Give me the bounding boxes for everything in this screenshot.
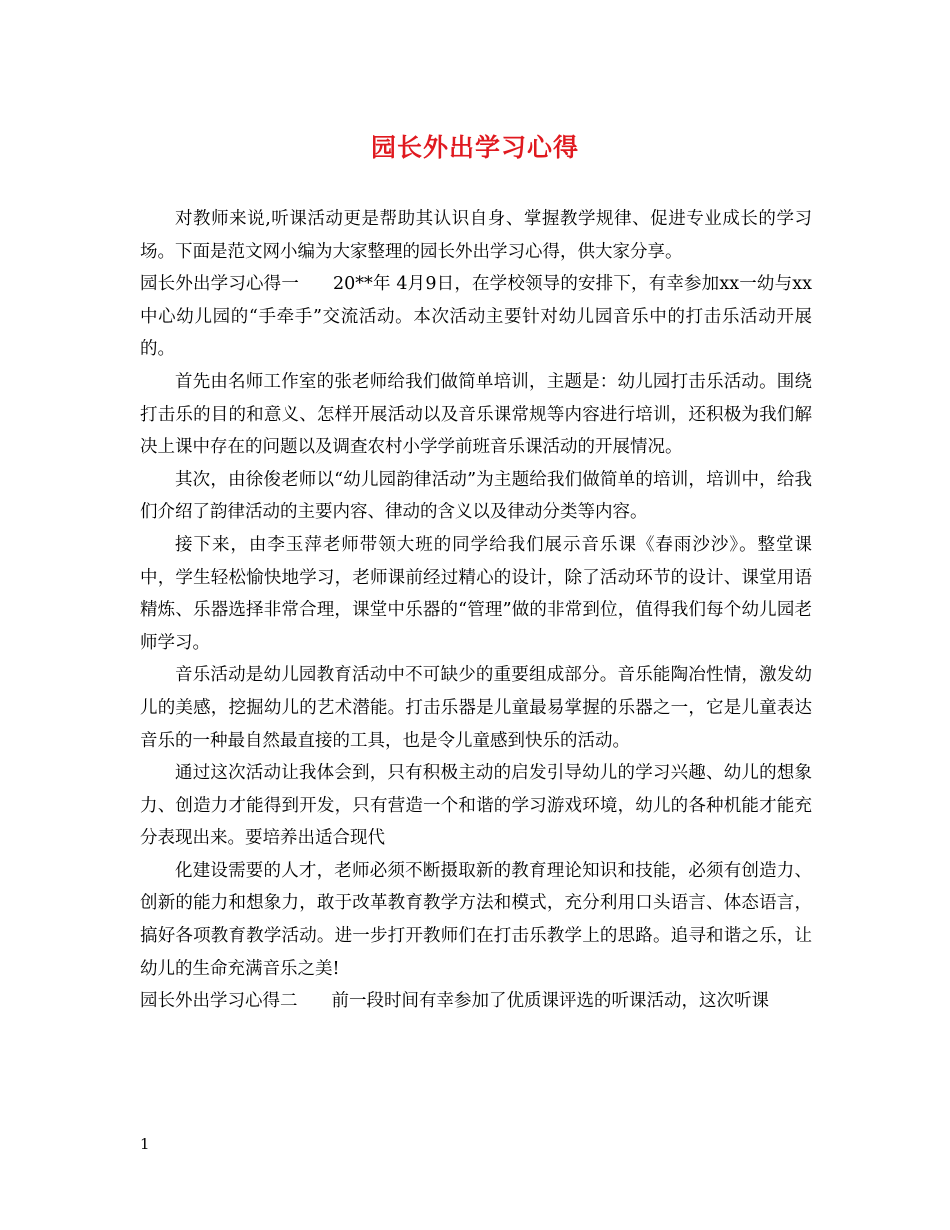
body-paragraph: 首先由名师工作室的张老师给我们做简单培训，主题是：幼儿园打击乐活动。围绕打击乐的目的和意义、怎样开展活动以及音乐课常规等内容进行培训，还积极为我们解决上课中存在的问题以及调查农村小学学前班音乐课活动的开展情况。 [140, 371, 812, 458]
body-paragraph: 通过这次活动让我体会到，只有积极主动的启发引导幼儿的学习兴趣、幼儿的想象力、创造力才能得到开发，只有营造一个和谐的学习游戏环境，幼儿的各种机能才能充分表现出来。要培养出适合现代 [140, 763, 812, 849]
section-one-paragraph [140, 268, 812, 366]
body-paragraph: 其次，由徐俊老师以“幼儿园韵律活动”为主题给我们做简单的培训，培训中，给我们介绍了韵律活动的主要内容、律动的含义以及律动分类等内容。 [140, 469, 812, 523]
document-title: 园长外出学习心得 [370, 133, 579, 162]
page-number: 1 [140, 1135, 150, 1153]
body-paragraph: 化建设需要的人才，老师必须不断摄取新的教育理论知识和技能，必须有创造力、创新的能力和想象力，敢于改革教育教学方法和模式，充分利用口头语言、体态语言，搞好各项教育教学活动。进一步打开教师们在打击乐教学上的思路。追寻和谐之乐，让幼儿的生命充满音乐之美! [140, 860, 812, 979]
section-one-label: 园长外出学习心得一 [140, 274, 300, 295]
section-two-text: 前一段时间有幸参加了优质课评选的听课活动，这次听课 [331, 991, 769, 1012]
section-two-paragraph [140, 985, 812, 1018]
section-two-label: 园长外出学习心得二 [140, 991, 298, 1012]
body-paragraph: 接下来，由李玉萍老师带领大班的同学给我们展示音乐课《春雨沙沙》。整堂课中，学生轻松愉快地学习，老师课前经过精心的设计，除了活动环节的设计、课堂用语精炼、乐器选择非常合理，课堂中乐器的“管理”做的非常到位，值得我们每个幼儿园老师学习。 [140, 534, 812, 653]
intro-paragraph: 对教师来说,听课活动更是帮助其认识自身、掌握教学规律、促进专业成长的学习场。下面是范文网小编为大家整理的园长外出学习心得，供大家分享。 [140, 209, 812, 262]
section-one-text: 20**年 4月9日，在学校领导的安排下，有幸参加xx一幼与xx中心幼儿园的“手牵手”交流活动。本次活动主要针对幼儿园音乐中的打击乐活动开展的。 [140, 274, 813, 360]
document-body [140, 203, 812, 1018]
body-paragraph: 音乐活动是幼儿园教育活动中不可缺少的重要组成部分。音乐能陶冶性情，激发幼儿的美感，挖掘幼儿的艺术潜能。打击乐器是儿童最易掌握的乐器之一，它是儿童表达音乐的一种最自然最直接的工具，也是令儿童感到快乐的活动。 [140, 665, 812, 751]
